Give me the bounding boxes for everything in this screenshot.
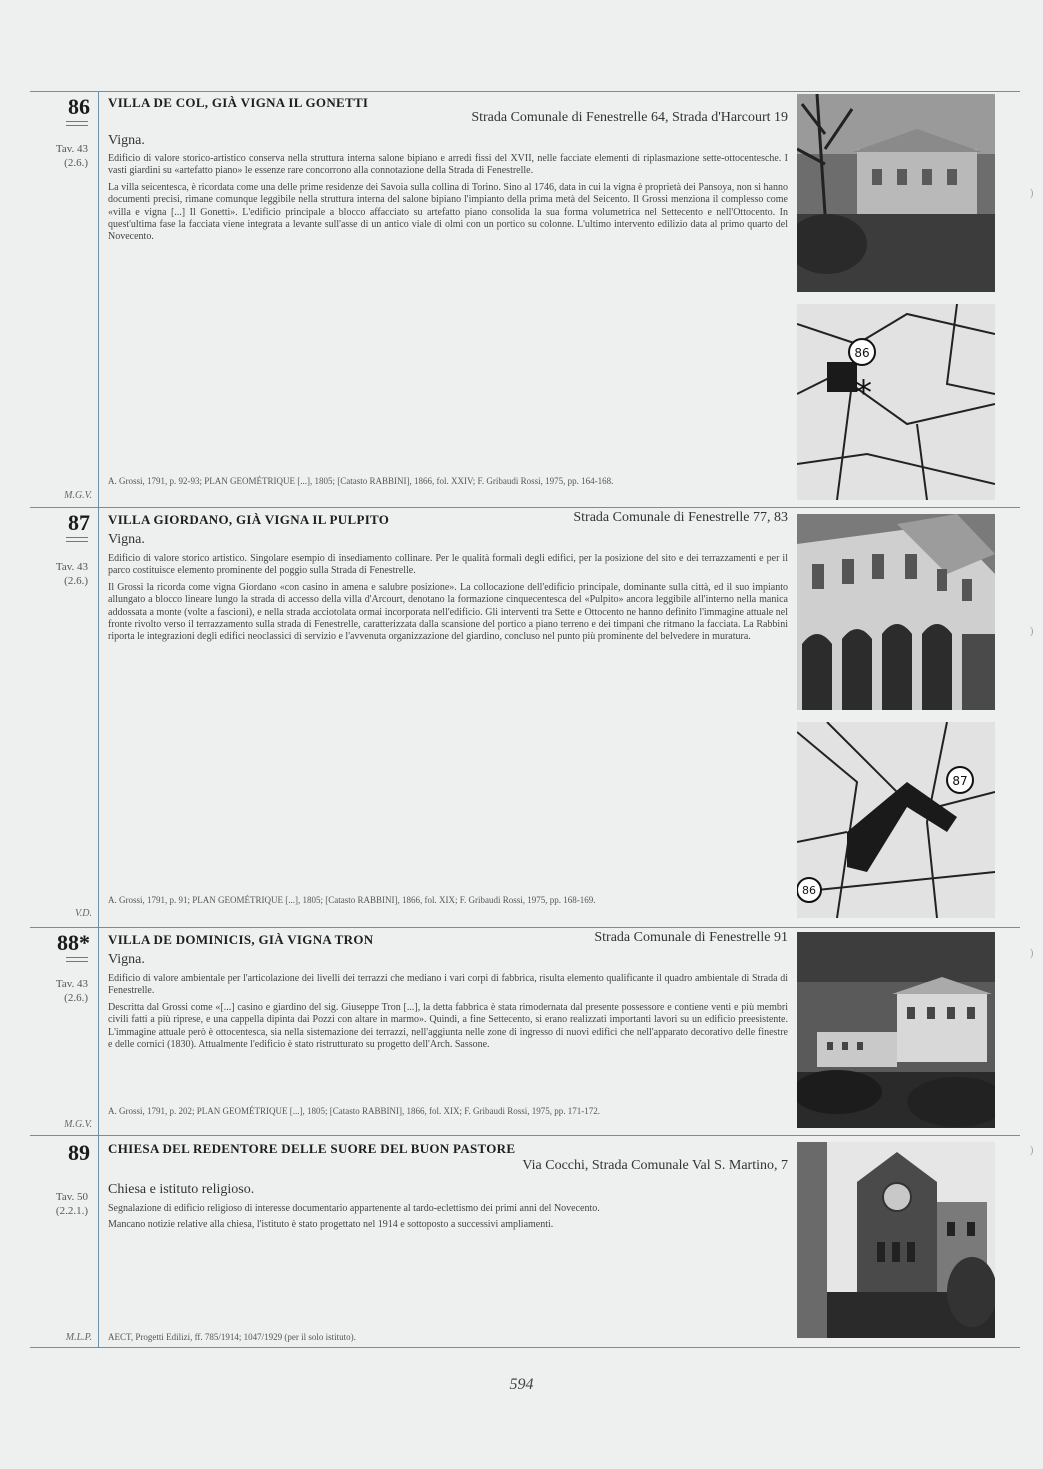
- photo-image: [797, 94, 995, 292]
- paragraph: Descritta dal Grossi come «[...] casino e giardino del sig. Giuseppe Tron [...], la detta fabbrica è stata rimodernata dal presente possessore e contiene venti e più membri civili fatti a più riprese, e una cappella dipinta dai Pozzi con altare in marmo». Quindi, a fine Settecento, si erano realizzati importanti lavori su un edificio preesistente. L'immagine attuale però è ottocentesca, sia nella sistemazione dei terrazzi, nell'aggiunta nelle zone di ingresso di nuovi edifici che nell'apparato decorativo delle finestre e delle cornici (1830). Attualmente l'edificio è stato ristrutturato su progetto dell'Arch. Sassone.: [108, 1001, 788, 1051]
- villa-photo: [797, 932, 995, 1128]
- location-map: [797, 304, 995, 500]
- map-image: [797, 304, 995, 500]
- tav-label: Tav. 50: [55, 1191, 88, 1203]
- bibliography: A. Grossi, 1791, p. 202; PLAN GEOMÉTRIQUE [...], 1805; [Catasto RABBINI], 1866, fol. XIX; F. Gribaudi Rossi, 1975, pp. 171-172.: [108, 1106, 601, 1116]
- entry-address: Strada Comunale di Fenestrelle 77, 83: [573, 510, 788, 525]
- entry-text: [108, 1203, 788, 1236]
- location-map: [797, 722, 995, 918]
- photo-image: [797, 1142, 995, 1338]
- divider: [30, 1135, 1020, 1136]
- paragraph: Segnalazione di edificio religioso di interesse documentario appartenente al tardo-eclettismo dei primi anni del Novecento.: [108, 1203, 600, 1214]
- paragraph: Mancano notizie relative alla chiesa, l'istituto è stato progettato nel 1914 e sottoposto a successivi ampliamenti.: [108, 1219, 554, 1231]
- divider: [30, 91, 1020, 92]
- entry-title: CHIESA DEL REDENTORE DELLE SUORE DEL BUON PASTORE: [108, 1141, 516, 1156]
- tav-label: Tav. 43: [55, 561, 88, 573]
- edge-mark: ): [1030, 626, 1034, 637]
- tav-label: Tav. 43: [55, 978, 88, 990]
- entry-title: VILLA DE DOMINICIS, GIÀ VIGNA TRON: [108, 932, 374, 947]
- entry-address: Strada Comunale di Fenestrelle 91: [594, 930, 788, 945]
- entry-type: Vigna.: [108, 133, 145, 148]
- entry-text: [108, 153, 788, 248]
- entry-address: Strada Comunale di Fenestrelle 64, Strada d'Harcourt 19: [471, 110, 788, 125]
- map-label: 87: [952, 774, 968, 788]
- entry-title: VILLA GIORDANO, GIÀ VIGNA IL PULPITO: [108, 512, 390, 527]
- paragraph: La villa seicentesca, è ricordata come una delle prime residenze dei Savoia sulla collina di Torino. Sino al 1746, data in cui la vigna è proprietà dei Pansoya, non si hanno documenti precisi, rimane comunque leggibile nella struttura interna del salone bipiano l'impianto della prima metà del Seicento. Il Grossi menziona il complesso come «villa e vigna [...] Il Gonetti». L'edificio principale a blocco affacciato su artefatto piano consolida la sua forma volumetrica nel Settecento e nell'Ottocento. In quest'ultima fase la facciata viene integrata a levante sull'asse di un antico viale di olmi con un portico su colonne. L'ultimo intervento edilizio data al primo quarto del Novecento.: [108, 181, 788, 243]
- number-rule: [66, 537, 88, 542]
- author-initials: V.D.: [74, 908, 92, 919]
- entry-text: [108, 973, 788, 1055]
- entry-type: Chiesa e istituto religioso.: [108, 1182, 255, 1197]
- tav-ref: (2.6.): [64, 992, 88, 1004]
- paragraph: Edificio di valore storico-artistico conserva nella struttura interna salone bipiano e arredi fissi del XVII, nelle facciate elementi di riplasmazione sette-ottocentesche. I vasti giardini su «artefatto piano» le essenze rare concorrono alla connotazione della Strada di Fenestrelle.: [108, 153, 788, 177]
- map-image: [797, 722, 995, 918]
- svg-text:*: *: [855, 373, 872, 413]
- entry-number: 86: [68, 94, 90, 119]
- divider: [30, 1347, 1020, 1348]
- page-number: 594: [509, 1376, 534, 1393]
- author-initials: M.L.P.: [65, 1332, 92, 1343]
- entry-type: Vigna.: [108, 532, 145, 547]
- tav-label: Tav. 43: [55, 143, 88, 155]
- villa-photo: [797, 94, 995, 292]
- church-photo: [797, 1142, 995, 1338]
- edge-mark: ): [1030, 948, 1034, 959]
- tav-ref: (2.2.1.): [55, 1205, 88, 1217]
- edge-mark: ): [1030, 188, 1034, 199]
- paragraph: Il Grossi la ricorda come vigna Giordano «con casino in amena e salubre posizione». La collocazione dell'edificio principale, dominante sulla città, ed il suo impianto allungato a blocco lineare lungo la strada di accesso della villa d'Arcourt, denotano la formazione cinquecentesca del «Pulpito» ancora leggibile all'interno nella manica addossata a monte (volte a fascioni), e nella strada acciotolata ormai incorporata nell'edificio. Gli interventi tra Sette e Ottocento ne hanno definito l'immagine attuale nel fronte rivolto verso il terrazzamento sulla strada di Fenestrelle, caratterizzata dalla scansione del portico a piano terreno e dei timpani che ritmano la facciata. La Rabbini riporta le integrazioni degli edifici neoclassici di servizio e l'avvenuta organizzazione del giardino, concluso nel punto più prominente del belvedere in muratura.: [108, 581, 788, 643]
- entry-number: 87: [68, 510, 90, 535]
- divider: [30, 507, 1020, 508]
- entry-text: [108, 553, 788, 648]
- entry-type: Vigna.: [108, 952, 145, 967]
- tav-ref: (2.6.): [64, 157, 88, 169]
- edge-mark: ): [1030, 1145, 1034, 1156]
- entry-address: Via Cocchi, Strada Comunale Val S. Martino, 7: [522, 1158, 788, 1173]
- divider: [30, 927, 1020, 928]
- number-rule: [66, 121, 88, 126]
- entry-title: VILLA DE COL, GIÀ VIGNA IL GONETTI: [108, 95, 369, 110]
- photo-image: [797, 932, 995, 1128]
- author-initials: M.G.V.: [64, 490, 92, 501]
- bibliography: A. Grossi, 1791, p. 91; PLAN GEOMÉTRIQUE [...], 1805; [Catasto RABBINI], 1866, fol. XIX; F. Gribaudi Rossi, 1975, pp. 168-169.: [108, 895, 596, 905]
- entry-number: 88*: [57, 930, 90, 955]
- column-divider: [98, 91, 99, 1347]
- paragraph: Edificio di valore storico artistico. Singolare esempio di insediamento collinare. Per le qualità formali degli edifici, per la posizione del sito e dei terrazzamenti e per il parco costituisce elemento prominente del poggio sulla Strada di Fenestrelle.: [108, 553, 788, 577]
- paragraph: Edificio di valore ambientale per l'articolazione dei livelli dei terrazzi che mediano i vari corpi di fabbrica, risulta elemento qualificante il quadro ambientale di Strada di Fenestrelle.: [108, 973, 788, 997]
- entry-number: 89: [68, 1140, 90, 1165]
- bibliography: AECT, Progetti Edilizi, ff. 785/1914; 1047/1929 (per il solo istituto).: [108, 1332, 356, 1342]
- bibliography: A. Grossi, 1791, p. 92-93; PLAN GEOMÉTRIQUE [...], 1805; [Catasto RABBINI], 1866, fol. XXIV; F. Gribaudi Rossi, 1975, pp. 164-168.: [108, 476, 614, 486]
- map-label: 86: [854, 346, 870, 360]
- author-initials: M.G.V.: [64, 1119, 92, 1130]
- tav-ref: (2.6.): [64, 575, 88, 587]
- villa-photo: [797, 514, 995, 710]
- map-label: 86: [802, 884, 816, 897]
- number-rule: [66, 957, 88, 962]
- photo-image: [797, 514, 995, 710]
